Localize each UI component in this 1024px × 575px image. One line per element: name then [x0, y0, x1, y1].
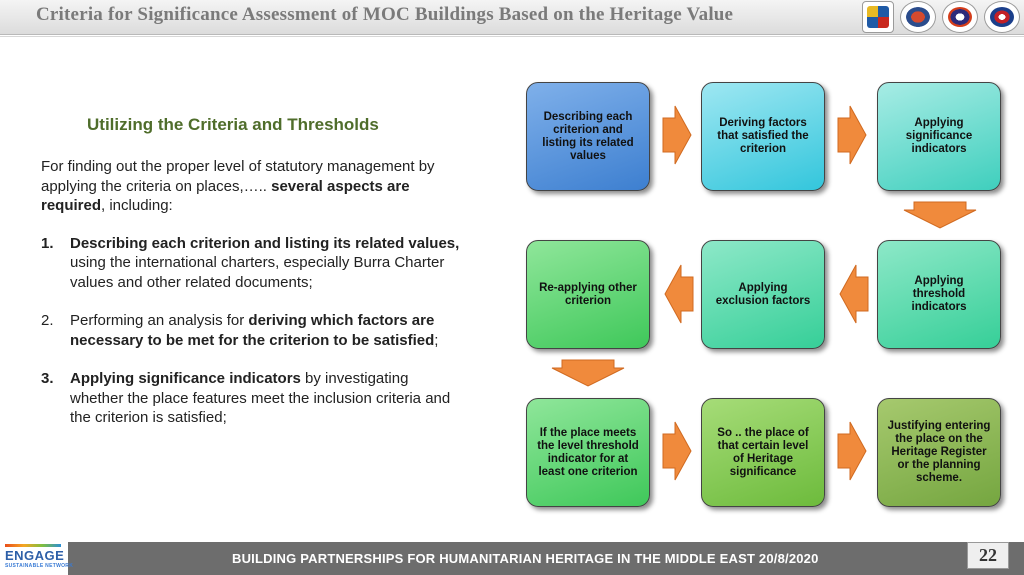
flow-step-6: Re-applying other criterion: [526, 240, 650, 349]
list-item-bold: Applying significance indicators: [70, 370, 301, 387]
engage-logo: [0, 542, 74, 575]
flow-step-2: Deriving factors that satisfied the criterion: [701, 82, 825, 191]
list-item-text: by investigating whether the place features meet the inclusion criteria and the criterion is satisfied;: [70, 370, 451, 426]
arrow-down-icon: [550, 358, 626, 388]
intro-bold: several aspects are required: [41, 177, 410, 214]
footer-text: BUILDING PARTNERSHIPS FOR HUMANITARIAN HERITAGE IN THE MIDDLE EAST 20/8/2020: [232, 551, 819, 566]
flow-step-4: Applying threshold indicators: [877, 240, 1001, 349]
arrow-left-icon: [838, 263, 870, 325]
list-item-bold: Describing each criterion and listing its related values,: [70, 234, 460, 252]
list-item-text: using the international charters, especially Burra Charter values and other related documents;: [70, 254, 445, 291]
engage-logo-text: ENGAGE: [5, 548, 65, 563]
arrow-down-icon: [902, 200, 978, 230]
slide-title: Criteria for Significance Assessment of MOC Buildings Based on the Heritage Value: [36, 4, 734, 25]
list-number: 1.: [41, 234, 54, 252]
list-item-bold: deriving which factors are necessary to be met for the criterion to be satisfied: [70, 312, 435, 349]
arrow-right-icon: [661, 420, 693, 482]
arrow-right-icon: [836, 104, 868, 166]
engage-logo-subtext: SUSTAINABLE NETWORK: [5, 563, 74, 569]
list-number: 2.: [41, 312, 54, 329]
intro-text: For finding out the proper level of statutory management by applying the criteria on places,…..: [41, 158, 435, 195]
list-number: 3.: [41, 370, 54, 387]
arrow-right-icon: [661, 104, 693, 166]
page-number: 22: [967, 542, 1009, 569]
footer-bar: [0, 542, 1024, 575]
section-subtitle: Utilizing the Criteria and Thresholds: [87, 115, 379, 134]
flow-step-5: Applying exclusion factors: [701, 240, 825, 349]
intro-tail: , including:: [101, 197, 173, 214]
arrow-left-icon: [663, 263, 695, 325]
flow-step-8: So .. the place of that certain level of Heritage significance: [701, 398, 825, 507]
flow-step-9: Justifying entering the place on the Heritage Register or the planning scheme.: [877, 398, 1001, 507]
list-item-pre: Performing an analysis for: [70, 312, 249, 329]
flow-step-1: Describing each criterion and listing its related values: [526, 82, 650, 191]
arrow-right-icon: [836, 420, 868, 482]
flow-step-7: If the place meets the level threshold indicator for at least one criterion: [526, 398, 650, 507]
flow-step-3: Applying significance indicators: [877, 82, 1001, 191]
list-item-text: ;: [434, 331, 439, 349]
